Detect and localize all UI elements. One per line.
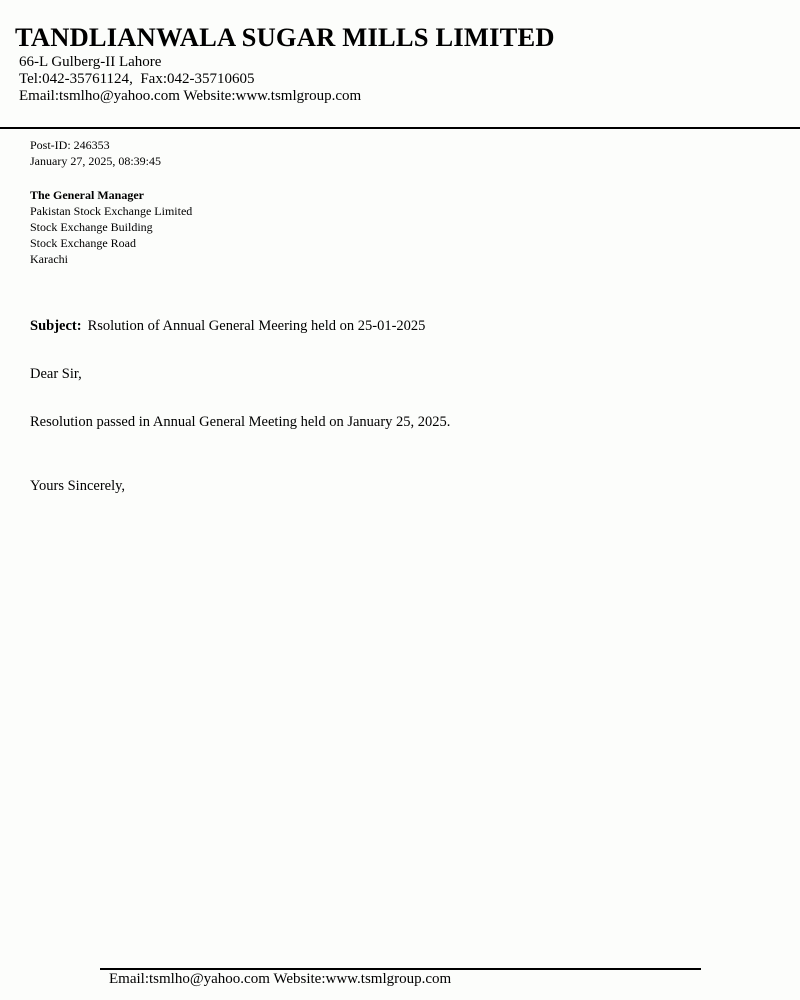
company-address: 66-L Gulberg-II Lahore bbox=[19, 54, 162, 70]
post-id bbox=[30, 138, 110, 153]
footer-contact bbox=[109, 971, 451, 988]
salutation: Dear Sir, bbox=[30, 366, 82, 382]
website-url: www.tsmlgroup.com bbox=[235, 88, 362, 104]
email-label: Email: bbox=[19, 88, 59, 104]
header-divider bbox=[0, 127, 800, 129]
post-id-value: 246353 bbox=[73, 138, 110, 152]
recipient-line: Stock Exchange Building bbox=[30, 220, 153, 234]
recipient-line: Karachi bbox=[30, 252, 68, 266]
fax-label: Fax: bbox=[140, 71, 167, 87]
footer-email-label: Email: bbox=[109, 971, 149, 987]
tel-label: Tel: bbox=[19, 71, 43, 87]
tel-number: 042-35761124 bbox=[42, 71, 130, 87]
footer-website: www.tsmlgroup.com bbox=[325, 971, 452, 987]
letter-body: Resolution passed in Annual General Meeting held on January 25, 2025. bbox=[30, 414, 451, 430]
footer-email: tsmlho@yahoo.com bbox=[149, 971, 270, 987]
company-name: TANDLIANWALA SUGAR MILLS LIMITED bbox=[15, 22, 555, 52]
post-id-label: Post-ID: bbox=[30, 138, 71, 152]
recipient-line: Pakistan Stock Exchange Limited bbox=[30, 204, 193, 218]
closing: Yours Sincerely, bbox=[30, 478, 126, 494]
email-address: tsmlho@yahoo.com bbox=[59, 88, 180, 104]
footer-website-label: Website: bbox=[273, 971, 326, 987]
post-datetime: January 27, 2025, 08:39:45 bbox=[30, 154, 161, 168]
recipient-title: The General Manager bbox=[30, 188, 144, 202]
recipient-line: Stock Exchange Road bbox=[30, 236, 136, 250]
website-label: Website: bbox=[183, 88, 236, 104]
subject-text: Rsolution of Annual General Meering held on 25-01-2025 bbox=[87, 318, 426, 334]
footer-divider bbox=[100, 968, 701, 970]
contact-line bbox=[19, 88, 361, 105]
subject-line bbox=[30, 318, 425, 335]
fax-number: 042-35710605 bbox=[166, 71, 255, 87]
phone-fax-line: Tel:042-35761124, Fax:042-35710605 bbox=[19, 71, 255, 87]
subject-label: Subject: bbox=[30, 318, 82, 334]
